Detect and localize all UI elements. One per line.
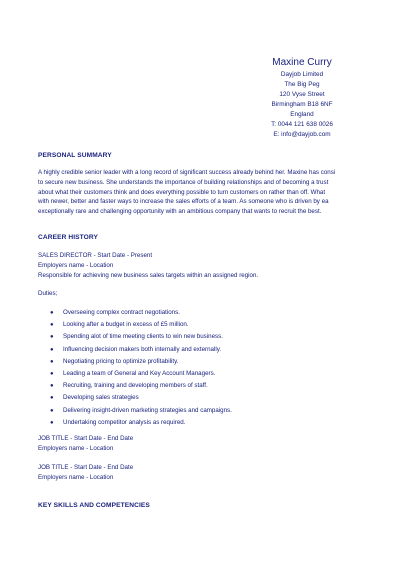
address-country: England [290, 111, 314, 118]
duty-item: ● Leading a team of General and Key Account Managers. [50, 368, 232, 380]
bullet-icon: ● [50, 383, 54, 390]
summary-line: A highly credible senior leader with a long record of significant success already behind her. Maxine has consi [38, 169, 336, 176]
key-skills-heading: KEY SKILLS AND COMPETENCIES [38, 502, 150, 509]
address-line-1: The Big Peg [284, 81, 320, 88]
duty-item: ● Developing sales strategies [50, 392, 232, 404]
job-entry-2 [38, 434, 133, 454]
bullet-icon: ● [50, 322, 54, 329]
bullet-icon: ● [50, 334, 54, 341]
duty-item: ● Negotiating pricing to optimize profitability. [50, 356, 232, 368]
phone-number: T: 0044 121 638 0026 [271, 121, 333, 128]
duty-item: ● Influencing decision makers both internally and externally. [50, 344, 232, 356]
company-name: Dayjob Limited [280, 71, 324, 78]
bullet-icon: ● [50, 419, 54, 426]
duty-item: ● Looking after a budget in excess of £5 million. [50, 319, 232, 331]
duty-item: ● Undertaking competitor analysis as required. [50, 417, 232, 429]
personal-summary-heading: PERSONAL SUMMARY [38, 152, 112, 159]
duty-item: ● Recruiting, training and developing members of staff. [50, 380, 232, 392]
employer-line: Employers name - Location [38, 261, 114, 269]
contact-block [218, 56, 386, 140]
duties-list [50, 307, 232, 429]
candidate-name: Maxine Curry [272, 57, 332, 68]
job-title-line: JOB TITLE - Start Date - End Date [38, 435, 134, 442]
duties-label: Duties; [38, 290, 58, 297]
job-title-line: SALES DIRECTOR - Start Date - Present [38, 252, 153, 259]
summary-line: to secure new business. She understands the importance of building relationships and of becoming a trust [38, 178, 329, 186]
duty-item: ● Delivering insight-driven marketing strategies and campaigns. [50, 405, 232, 417]
bullet-icon: ● [50, 358, 54, 365]
bullet-icon: ● [50, 395, 54, 402]
duty-item: ● Spending alot of time meeting clients to win new business. [50, 331, 232, 343]
duty-item: ● Overseeing complex contract negotiations. [50, 307, 232, 319]
employer-line: Employers name - Location [38, 473, 114, 481]
job-title-line: JOB TITLE - Start Date - End Date [38, 464, 134, 471]
job-entry-1 [38, 251, 258, 281]
bullet-icon: ● [50, 407, 54, 414]
job-responsibility: Responsible for achieving new business sales targets within an assigned region. [38, 271, 259, 279]
job-entry-3 [38, 463, 133, 483]
employer-line: Employers name - Location [38, 444, 114, 452]
address-city: Birmingham B18 6NF [271, 101, 333, 108]
summary-line: exceptionally rare and challenging opportunity with an ambitious company that wants to recruit the best. [38, 208, 322, 216]
address-line-2: 120 Vyse Street [279, 91, 325, 98]
bullet-icon: ● [50, 371, 54, 378]
bullet-icon: ● [50, 346, 54, 353]
email-address: E: info@dayjob.com [273, 131, 331, 138]
career-history-heading: CAREER HISTORY [38, 234, 99, 241]
summary-line: about what their customers think and does everything possible to turn customers on rather than off. What [38, 188, 326, 196]
personal-summary-text [38, 168, 403, 217]
summary-line: with newer, better and faster ways to increase the sales efforts of a team. As someone who is driven by ea [38, 198, 329, 206]
bullet-icon: ● [50, 310, 54, 316]
